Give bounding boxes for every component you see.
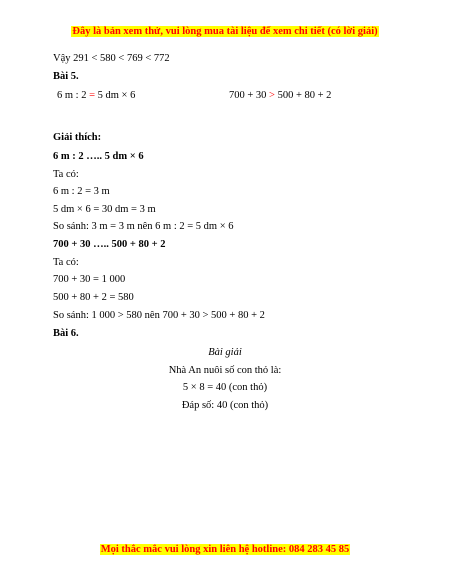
- header-banner-text: Đây là bản xem thử, vui lòng mua tài liệu để xem chi tiết (có lời giải): [72, 26, 378, 37]
- q1-line-2: 6 m : 2 = 3 m: [53, 186, 110, 197]
- bai5-right-rhs: 500 + 80 + 2: [277, 90, 332, 101]
- bai5-right-comparison: [229, 89, 331, 102]
- bai6-line-2: 5 × 8 = 40 (con thỏ): [182, 382, 268, 393]
- bai5-right-lhs: 700 + 30: [229, 90, 267, 101]
- footer-banner-text: Mọi thắc mắc vui lòng xin liên hệ hotline: 084 283 45 85: [100, 544, 350, 555]
- bai5-right-sign: >: [269, 90, 275, 101]
- header-banner: [0, 26, 450, 37]
- q2-line-2: 700 + 30 = 1 000: [53, 274, 126, 285]
- bai5-title: Bài 5.: [53, 71, 79, 82]
- bai6-title: Bài 6.: [53, 328, 79, 339]
- bai5-left-comparison: [57, 89, 135, 102]
- bai6-line-3: Đáp số: 40 (con thỏ): [181, 400, 269, 411]
- footer-banner: [0, 544, 450, 555]
- intro-line: Vậy 291 < 580 < 769 < 772: [53, 53, 170, 64]
- bai5-left-lhs: 6 m : 2: [57, 90, 87, 101]
- explanation-q1: 6 m : 2 ….. 5 dm × 6: [53, 151, 144, 162]
- explanation-title: Giải thích:: [53, 132, 102, 143]
- explanation-q2: 700 + 30 ….. 500 + 80 + 2: [53, 239, 166, 250]
- q1-line-3: 5 dm × 6 = 30 dm = 3 m: [53, 204, 156, 215]
- bai6-line-1: Nhà An nuôi số con thỏ là:: [168, 365, 282, 376]
- q1-line-4: So sánh: 3 m = 3 m nên 6 m : 2 = 5 dm × 6: [53, 221, 234, 232]
- q2-line-4: So sánh: 1 000 > 580 nên 700 + 30 > 500 + 80 + 2: [53, 310, 265, 321]
- q2-line-3: 500 + 80 + 2 = 580: [53, 292, 134, 303]
- bai5-left-sign: =: [89, 90, 96, 101]
- q2-line-1: Ta có:: [53, 257, 79, 268]
- q1-line-1: Ta có:: [53, 169, 79, 180]
- bai6-heading: Bài giải: [208, 347, 242, 358]
- bai5-left-rhs: 5 dm × 6: [97, 90, 136, 101]
